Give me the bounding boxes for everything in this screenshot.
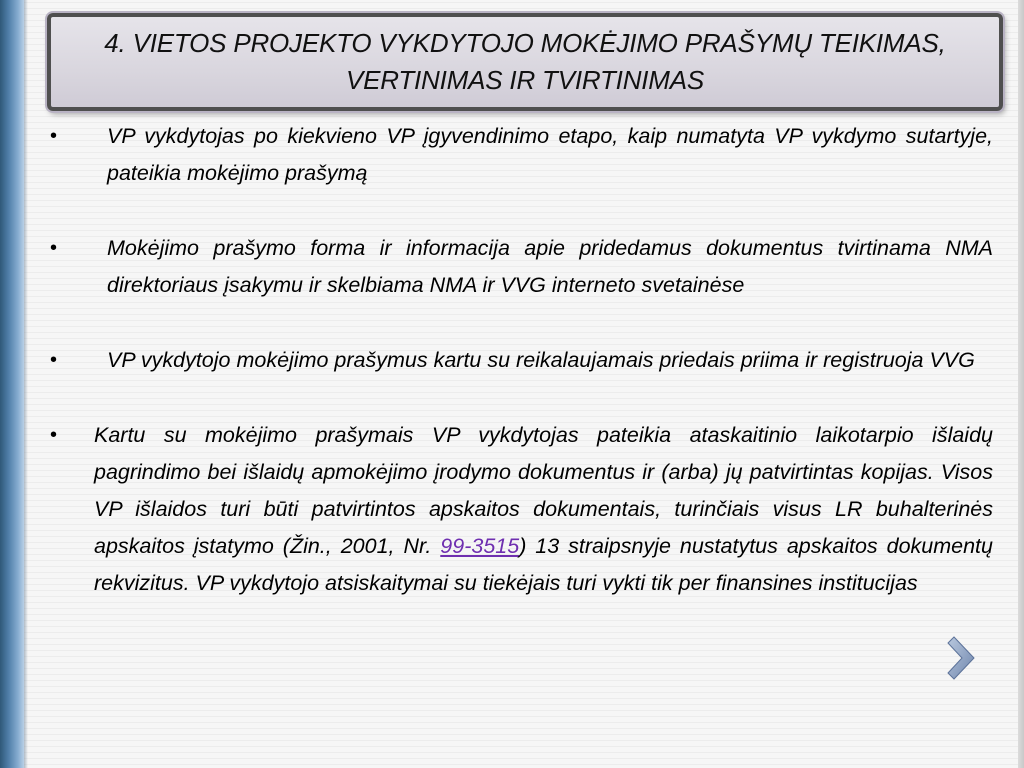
- bullet-text: VP vykdytojas po kiekvieno VP įgyvendinimo etapo, kaip numatyta VP vykdymo sutartyje, pateikia mokėjimo prašymą: [107, 124, 993, 185]
- law-reference-link[interactable]: 99-3515: [440, 534, 520, 558]
- bullet-text-before-link: Kartu su mokėjimo prašymais VP vykdytojas pateikia ataskaitinio laikotarpio išlaidų pagrindimo bei išlaidų apmokėjimo įrodymo dokumentus ir (arba) jų patvirtintas kopijas. Visos VP išlaidos turi būti patvirtintos apskaitos dokumentais, turinčiais visus LR buhalterinės apskaitos įstatymo (Žin., 2001, Nr.: [94, 423, 993, 558]
- bullet-text: Mokėjimo prašymo forma ir informacija apie pridedamus dokumentus tvirtinama NMA direktoriaus įsakymu ir skelbiama NMA ir VVG interneto svetainėse: [107, 236, 993, 297]
- bullet-dot: •: [50, 424, 58, 446]
- bullet-dot: •: [50, 125, 58, 147]
- bullet-item: [50, 118, 993, 192]
- bullet-text: VP vykdytojo mokėjimo prašymus kartu su reikalaujamais priedais priima ir registruoja VVG: [107, 348, 975, 372]
- right-decorative-stripe: [1018, 0, 1024, 768]
- bullet-text-after-link: ) 13 straipsnyje nustatytus apskaitos dokumentų rekvizitus. VP vykdytojo atsiskaitymai su tiekėjais turi vykti tik per finansines institucijas: [94, 534, 993, 595]
- next-slide-button[interactable]: [944, 633, 984, 683]
- chevron-right-icon: [944, 633, 984, 683]
- left-decorative-bar: [0, 0, 24, 768]
- bullet-list: [50, 118, 993, 602]
- bullet-item: [50, 417, 993, 602]
- bullet-item: [50, 230, 993, 304]
- bullet-item: [50, 342, 993, 379]
- bullet-dot: •: [50, 349, 58, 371]
- title-box: [47, 13, 1003, 111]
- bullet-dot: •: [50, 237, 58, 259]
- slide-title: 4. VIETOS PROJEKTO VYKDYTOJO MOKĖJIMO PRAŠYMŲ TEIKIMAS, VERTINIMAS IR TVIRTINIMAS: [104, 28, 946, 95]
